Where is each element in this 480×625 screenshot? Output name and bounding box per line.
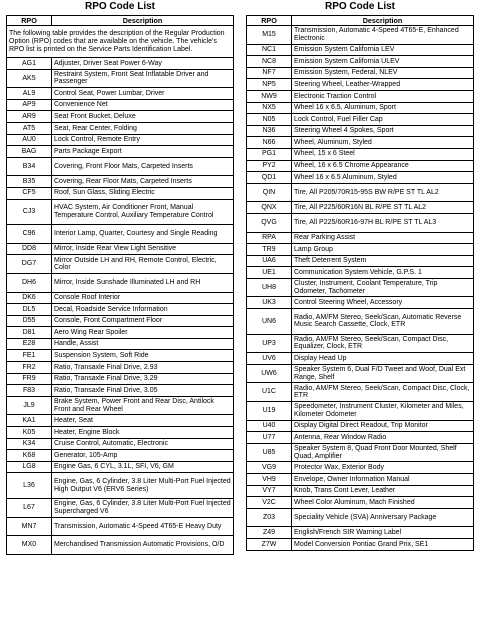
rpo-code: NF7 [247,67,292,79]
rpo-code: JL9 [7,396,52,415]
table-row [7,273,234,292]
table-row [7,99,234,111]
rpo-code: LG8 [7,461,52,473]
rpo-code: QNX [247,202,292,214]
table-row [7,536,234,555]
table-row [247,137,474,149]
right-title: RPO Code List [324,1,395,12]
table-row [7,176,234,188]
rpo-description: Covering, Rear Floor Mats, Carpeted Inserts [52,176,234,188]
rpo-code: U19 [247,402,292,421]
rpo-description: Speciality Vehicle (SVA) Anniversary Package [292,508,474,527]
table-row [247,309,474,335]
table-row [247,278,474,297]
rpo-code: DK6 [7,292,52,304]
rpo-description: Emission System California LEV [292,44,474,56]
table-row [247,79,474,91]
rpo-description: Speaker System 8, Quad Front Door Mounted, Shelf Quad, Amplifier [292,443,474,462]
rpo-description: Radio, AM/FM Stereo, Seek/Scan, Automatic Reverse Music Search Cassette, Clock, ETR [292,309,474,335]
rpo-code: FE1 [7,350,52,362]
rpo-description: HVAC System, Air Conditioner Front, Manual Temperature Control, Auxiliary Temperature Control [52,199,234,225]
table-row [7,461,234,473]
table-row [7,396,234,415]
left-header-description: Description [52,16,234,26]
rpo-code: UE1 [247,267,292,279]
rpo-description: Tire, All P205/70R15-95S BW R/PE ST TL AL2 [292,183,474,202]
rpo-code: F83 [7,385,52,397]
rpo-description: Wheel, Aluminum, Styled [292,137,474,149]
rpo-code: QVG [247,213,292,232]
rpo-description: Knob, Trans Cont Lever, Leather [292,485,474,497]
rpo-code: K05 [7,427,52,439]
rpo-code: UN6 [247,309,292,335]
rpo-description: Display Digital Direct Readout, Trip Monitor [292,420,474,432]
table-row [247,56,474,68]
right-table-body [247,26,474,551]
rpo-code: AR9 [7,111,52,123]
table-row [7,292,234,304]
table-row [7,199,234,225]
rpo-code: FR2 [7,362,52,374]
rpo-description: Speaker System 6, Dual F/D Tweet and Woof, Dual Ext Range, Shelf [292,364,474,383]
rpo-code: NW9 [247,90,292,102]
table-row [7,225,234,244]
right-rpo-table [246,15,474,551]
table-row [247,102,474,114]
rpo-description: Cluster, Instrument, Coolant Temperature, Trip Odometer, Tachometer [292,278,474,297]
rpo-code: UA6 [247,255,292,267]
table-row [7,415,234,427]
table-row [247,232,474,244]
table-row [247,402,474,421]
rpo-code: Z7W [247,538,292,550]
rpo-description: Emission System California ULEV [292,56,474,68]
rpo-description: Parts Package Export [52,146,234,158]
rpo-code: N66 [247,137,292,149]
rpo-description: Heater, Engine Block [52,427,234,439]
rpo-code: DG7 [7,255,52,274]
rpo-code: V2C [247,497,292,509]
table-row [247,44,474,56]
rpo-description: Brake System, Power Front and Rear Disc, Antilock Front and Rear Wheel [52,396,234,415]
table-row [7,315,234,327]
rpo-code: UW6 [247,364,292,383]
rpo-code: DH6 [7,273,52,292]
table-row [247,183,474,202]
rpo-description: Console Roof Interior [52,292,234,304]
left-column [6,0,234,555]
table-row [247,474,474,486]
rpo-description: Wheel 16 x 6.5 Aluminum, Styled [292,172,474,184]
rpo-code: N36 [247,125,292,137]
table-row [247,125,474,137]
right-column [246,0,474,551]
table-row [7,373,234,385]
rpo-description: Covering, Front Floor Mats, Carpeted Inserts [52,157,234,176]
table-row [7,187,234,199]
rpo-code: NX5 [247,102,292,114]
rpo-code: E28 [7,338,52,350]
table-row [247,527,474,539]
rpo-code: AP9 [7,99,52,111]
table-row [247,267,474,279]
left-header-rpo: RPO [7,16,52,26]
rpo-description: Rear Parking Assist [292,232,474,244]
rpo-description: Aero Wing Rear Spoiler [52,327,234,339]
rpo-code: CF5 [7,187,52,199]
rpo-description: Wheel, 15 x 6 Steel [292,148,474,160]
rpo-description: Transmission, Automatic 4-Speed 4T65-E Heavy Duty [52,517,234,536]
rpo-description: Lock Control, Remote Entry [52,134,234,146]
rpo-description: Engine, Gas, 6 Cylinder, 3.8 Liter Multi-Port Fuel Injected High Output V6 (ERV6 Series) [52,473,234,499]
rpo-description: Lock Control, Fuel Filler Cap [292,114,474,126]
rpo-code: AG1 [7,58,52,70]
table-row [7,58,234,70]
table-row [247,353,474,365]
table-row [247,334,474,353]
rpo-code: UV6 [247,353,292,365]
rpo-code: AK5 [7,69,52,88]
rpo-description: Electronic Traction Control [292,90,474,102]
table-row [247,26,474,45]
rpo-code: NC8 [247,56,292,68]
table-row [7,473,234,499]
rpo-description: Emission System, Federal, NLEV [292,67,474,79]
rpo-description: Communication System Vehicle, G.P.S. 1 [292,267,474,279]
rpo-description: Steering Wheel, Leather-Wrapped [292,79,474,91]
left-title: RPO Code List [84,1,155,12]
table-row [247,443,474,462]
table-row [7,88,234,100]
rpo-description: Merchandised Transmission Automatic Provisions, O/D [52,536,234,555]
table-row [7,499,234,518]
rpo-description: Wheel 16 x 6.5, Aluminum, Sport [292,102,474,114]
rpo-code: VH9 [247,474,292,486]
rpo-description: Decal, Roadside Service Information [52,304,234,316]
table-row [247,172,474,184]
rpo-code: UK3 [247,297,292,309]
rpo-code: CJ3 [7,199,52,225]
table-row [7,350,234,362]
table-row [247,508,474,527]
rpo-description: Adjuster, Driver Seat Power 6-Way [52,58,234,70]
rpo-description: Tire, All P225/60R16-97H BL R/PE ST TL AL3 [292,213,474,232]
table-row [247,497,474,509]
table-row [7,69,234,88]
table-row [7,243,234,255]
rpo-description: English/French SIR Warning Label [292,527,474,539]
rpo-description: Wheel Color Aluminum, Mach Finished [292,497,474,509]
rpo-code: NC1 [247,44,292,56]
rpo-description: Antenna, Rear Window Radio [292,432,474,444]
rpo-description: Seat Front Bucket, Deluxe [52,111,234,123]
rpo-code: AU0 [7,134,52,146]
table-row [7,438,234,450]
rpo-description: Heater, Seat [52,415,234,427]
rpo-description: Mirror, Inside Rear View Light Sensitive [52,243,234,255]
rpo-code: U85 [247,443,292,462]
rpo-code: Z49 [247,527,292,539]
rpo-code: MN7 [7,517,52,536]
rpo-code: D55 [7,315,52,327]
rpo-description: Lamp Group [292,244,474,256]
rpo-code: B35 [7,176,52,188]
rpo-code: B34 [7,157,52,176]
rpo-description: Envelope, Owner Information Manual [292,474,474,486]
table-row [7,517,234,536]
table-row [7,338,234,350]
rpo-description: Model Conversion Pontiac Grand Prix, SE1 [292,538,474,550]
rpo-code: U40 [247,420,292,432]
intro-text: The following table provides the description of the Regular Production Option (RPO) codes that are available on the vehicle. The vehicle's RPO list is printed on the Service Parts Identification Label. [7,26,234,58]
rpo-code: QD1 [247,172,292,184]
rpo-code: L67 [7,499,52,518]
left-rpo-table [6,15,234,555]
rpo-description: Display Head Up [292,353,474,365]
rpo-description: Mirror, Inside Sunshade Illuminated LH and RH [52,273,234,292]
table-row [247,297,474,309]
table-row [7,134,234,146]
rpo-description: Theft Deterrent System [292,255,474,267]
rpo-code: U1C [247,383,292,402]
rpo-description: Console, Front Compartment Floor [52,315,234,327]
rpo-code: UP3 [247,334,292,353]
table-row [247,148,474,160]
right-header-description: Description [292,16,474,26]
rpo-description: Mirror Outside LH and RH, Remote Control, Electric, Color [52,255,234,274]
table-row [7,385,234,397]
rpo-code: C96 [7,225,52,244]
rpo-code: Z03 [247,508,292,527]
table-row [247,67,474,79]
rpo-description: Control Steering Wheel, Accessory [292,297,474,309]
table-row [7,304,234,316]
table-row [7,427,234,439]
rpo-code: D81 [7,327,52,339]
rpo-description: Restraint System, Front Seat Inflatable Driver and Passenger [52,69,234,88]
rpo-description: Radio, AM/FM Stereo, Seek/Scan, Compact Disc, Equalizer, Clock, ETR [292,334,474,353]
table-row [7,157,234,176]
table-row [7,450,234,462]
rpo-description: Engine, Gas, 6 Cylinder, 3.8 Liter Multi-Port Fuel Injected Supercharged V6 [52,499,234,518]
rpo-code: RPA [247,232,292,244]
table-row [247,213,474,232]
rpo-code: NP5 [247,79,292,91]
table-row [247,432,474,444]
rpo-code: FR9 [7,373,52,385]
rpo-description: Radio, AM/FM Stereo, Seek/Scan, Compact Disc, Clock, ETR [292,383,474,402]
rpo-code: M15 [247,26,292,45]
rpo-description: Handle, Assist [52,338,234,350]
rpo-code: QIN [247,183,292,202]
rpo-code: BAG [7,146,52,158]
rpo-code: AT5 [7,122,52,134]
rpo-description: Steering Wheel 4 Spokes, Sport [292,125,474,137]
rpo-code: MX0 [7,536,52,555]
table-row [7,362,234,374]
rpo-code: N05 [247,114,292,126]
table-row [247,255,474,267]
rpo-code: PG1 [247,148,292,160]
table-row [247,114,474,126]
rpo-code: DD8 [7,243,52,255]
table-row [247,383,474,402]
rpo-code: TR9 [247,244,292,256]
rpo-description: Roof, Sun Glass, Sliding Electric [52,187,234,199]
rpo-code: VG9 [247,462,292,474]
table-row [247,538,474,550]
rpo-code: AL9 [7,88,52,100]
table-row [7,146,234,158]
rpo-description: Seat, Rear Center, Folding [52,122,234,134]
rpo-description: Interior Lamp, Quarter, Courtesy and Single Reading [52,225,234,244]
left-table-body [7,26,234,555]
table-row [247,364,474,383]
rpo-description: Generator, 105-Amp [52,450,234,462]
table-row [247,462,474,474]
table-row [247,420,474,432]
table-row [247,160,474,172]
rpo-code: VY7 [247,485,292,497]
rpo-code: DL5 [7,304,52,316]
rpo-code: KA1 [7,415,52,427]
table-row [247,90,474,102]
rpo-code: UH8 [247,278,292,297]
rpo-code: K68 [7,450,52,462]
table-row [7,255,234,274]
rpo-description: Ratio, Transaxle Final Drive, 2.93 [52,362,234,374]
table-row [247,202,474,214]
rpo-description: Ratio, Transaxle Final Drive, 3.29 [52,373,234,385]
rpo-code: PY2 [247,160,292,172]
table-row [247,485,474,497]
rpo-description: Control Seat, Power Lumbar, Driver [52,88,234,100]
rpo-description: Tire, All P225/60R16N BL R/PE ST TL AL2 [292,202,474,214]
rpo-description: Protector Wax, Exterior Body [292,462,474,474]
rpo-description: Speedometer, Instrument Cluster, Kilometer and Miles, Kilometer Odometer [292,402,474,421]
table-row [7,327,234,339]
rpo-description: Transmission, Automatic 4-Speed 4T65-E, Enhanced Electronic [292,26,474,45]
right-header-rpo: RPO [247,16,292,26]
rpo-description: Cruise Control, Automatic, Electronic [52,438,234,450]
rpo-description: Ratio, Transaxle Final Drive, 3.05 [52,385,234,397]
rpo-description: Convenience Net [52,99,234,111]
rpo-code: L36 [7,473,52,499]
table-row [247,244,474,256]
rpo-description: Engine Gas, 6 CYL, 3.1L, SFI, V6, GM [52,461,234,473]
rpo-description: Suspension System, Soft Ride [52,350,234,362]
table-row [7,122,234,134]
rpo-code: K34 [7,438,52,450]
table-row [7,111,234,123]
rpo-code: U77 [247,432,292,444]
rpo-description: Wheel, 16 x 6.5 Chrome Appearance [292,160,474,172]
